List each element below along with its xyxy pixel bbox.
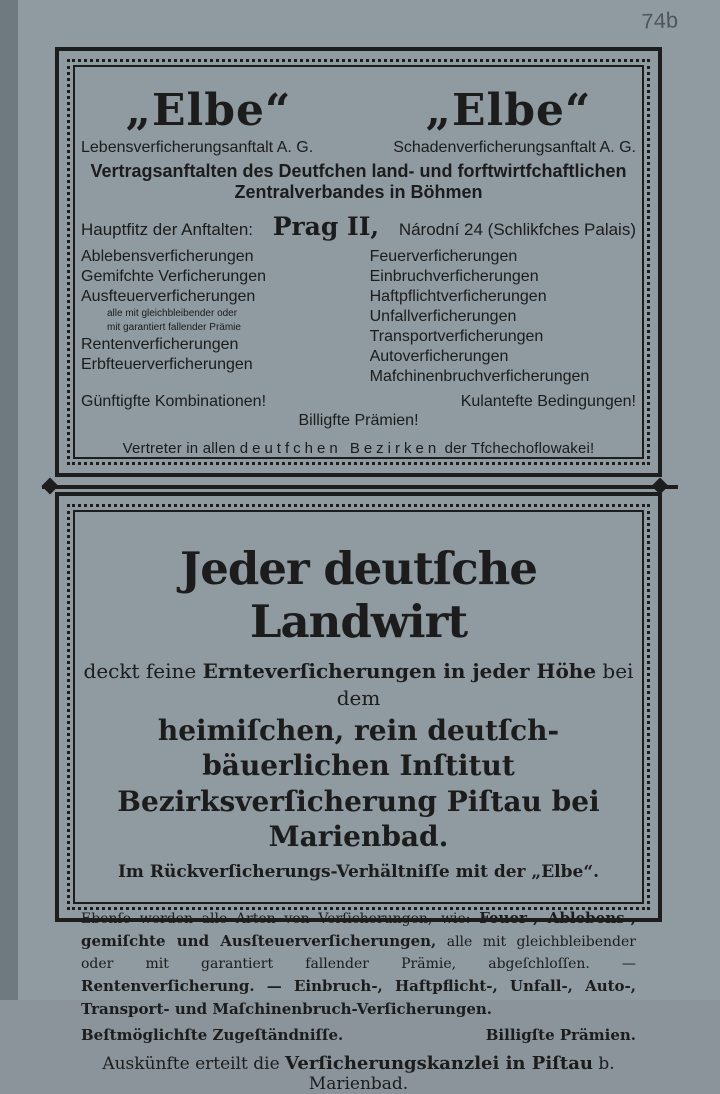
representatives-part-2: deutfchen Bezirken [239, 439, 441, 457]
conditions-text: Kulantefte Bedingungen! [460, 392, 636, 410]
coverage-line-a: deckt feine [83, 659, 197, 683]
right-item-7: Mafchinenbruchverficherungen [369, 367, 590, 385]
concessions-text: Beſtmöglichſte Zugeſtändniſſe. [81, 1026, 344, 1045]
company-labels [81, 139, 636, 157]
contact-c: b. Marienbad. [308, 1054, 615, 1094]
elbe-content [81, 73, 636, 457]
address: Národní 24 (Schlikfches Palais) [398, 219, 636, 239]
right-item-4: Unfallverficherungen [369, 307, 517, 325]
agency-line-1: Vertragsanftalten des Deutfchen land- und forftwirtfchaftlichen [90, 161, 627, 181]
benefits-row [81, 1026, 636, 1044]
paragraph-b: Feuer-, Ablebens-, gemiſchte und Ausſteuerverſicherungen, [81, 909, 636, 951]
city-name: Prag II, [272, 211, 380, 241]
brand-left: „Elbe“ [125, 85, 292, 136]
brand-right: „Elbe“ [425, 85, 592, 136]
elbe-advertisement [55, 47, 662, 477]
left-item-3: Ausfteuerverficherungen [81, 287, 256, 305]
pistau-advertisement [55, 492, 662, 1094]
contact-b: Verſicherungskanzlei in Piſtau [285, 1053, 593, 1075]
representatives-part-3: der Tfchechoflowakei! [444, 439, 595, 457]
right-item-3: Haftpflichtverficherungen [369, 287, 547, 305]
contact-line [81, 1053, 636, 1094]
paragraph-a: Ebenſo werden alle Arten von Verſicherungen, wie: [81, 911, 471, 927]
life-insurance-list [81, 247, 347, 387]
agency-line-2: Zentralverbandes in Böhmen [234, 181, 483, 202]
paragraph-c: alle mit gleichbleibender oder mit garantiert fallender Prämie, abgeſchloſſen. — [81, 934, 636, 972]
headquarters-label: Hauptfitz der Anftalten: [81, 219, 253, 239]
scan-mark: 74b [640, 9, 679, 36]
coverage-line [81, 658, 636, 712]
right-item-6: Autoverficherungen [369, 347, 509, 365]
agency-heading [81, 161, 636, 203]
terms-row [81, 393, 636, 411]
main-title: Jeder deutſche Landwirt [179, 542, 538, 648]
ornamental-divider [42, 485, 678, 489]
insurance-lists [81, 247, 636, 387]
combinations-text: Günftigfte Kombinationen! [81, 392, 267, 410]
left-note-1: alle mit gleichbleibender oder [107, 307, 238, 319]
representatives-part-1: Vertreter in allen [122, 439, 236, 457]
reinsurance-line: Im Rückverſicherungs-Verhältniſſe mit der „Elbe“. [117, 862, 600, 882]
life-insurance-label: Lebensverficherungsanftalt A. G. [81, 139, 314, 156]
institute-name: Bezirksverſicherung Piſtau bei Marienbad. [117, 785, 600, 853]
services-paragraph [81, 907, 636, 1021]
headquarters-line [81, 212, 636, 241]
left-item-4: Rentenverficherungen [81, 335, 239, 353]
premiums-text: Billigfte Prämien! [298, 411, 419, 429]
left-item-5: Erbfteuerverficherungen [81, 355, 253, 373]
brand-row [81, 85, 636, 136]
left-note-2: mit garantiert fallender Prämie [107, 321, 241, 333]
damage-insurance-label: Schadenverficherungsanftalt A. G. [393, 139, 636, 156]
right-item-5: Transportverficherungen [369, 327, 544, 345]
damage-insurance-list [370, 247, 636, 387]
left-item-2: Gemifchte Verficherungen [81, 267, 266, 285]
representatives-text [81, 440, 636, 457]
coverage-line-c: bei dem [336, 659, 634, 710]
left-item-1: Ablebensverficherungen [81, 247, 254, 265]
cheapest-premiums-text: Billigſte Prämien. [485, 1026, 636, 1045]
institute-line: heimiſchen, rein deutſch-bäuerlichen Inſtitut [157, 714, 560, 782]
contact-a: Auskünfte erteilt die [102, 1054, 280, 1075]
pistau-content [81, 518, 636, 1094]
coverage-line-b: Ernteverſicherungen in jeder Höhe [202, 659, 597, 683]
paragraph-d: Rentenverſicherung. — Einbruch-, Haftpflicht-, Unfall-, Auto-, Transport- und Maſchinenbruch-Verſicherungen. [81, 976, 636, 1019]
right-item-1: Feuerverficherungen [369, 247, 518, 265]
right-item-2: Einbruchverficherungen [369, 267, 539, 285]
